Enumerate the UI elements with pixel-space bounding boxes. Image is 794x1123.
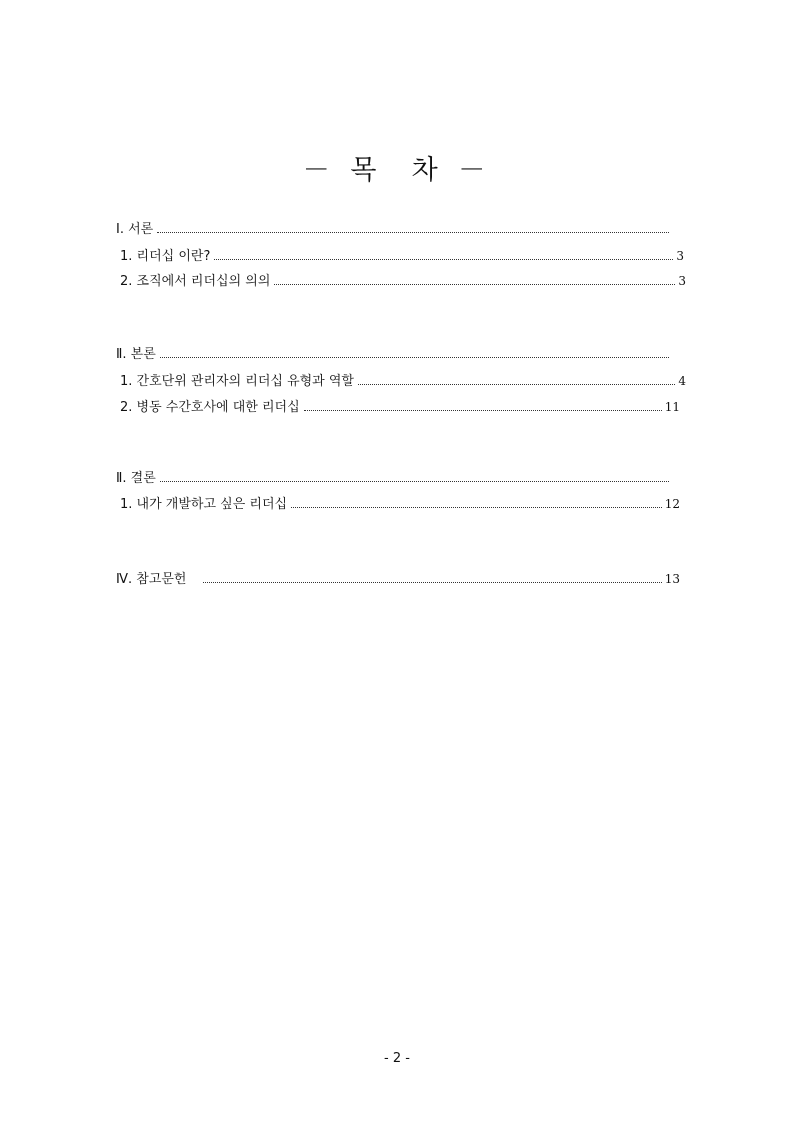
dot-leader	[358, 383, 675, 385]
toc-entry-label: 1. 리더십 이란?	[120, 249, 211, 264]
toc-entry-references[interactable]	[116, 570, 680, 588]
dot-leader	[160, 480, 669, 482]
dot-leader	[291, 506, 662, 508]
toc-entry-conclusion[interactable]	[116, 470, 680, 488]
toc-entry-page: 3	[678, 274, 686, 288]
toc-entry-page: 3	[676, 249, 684, 263]
toc-entry-what-is-leadership[interactable]	[120, 247, 684, 265]
toc-entry-label: 1. 간호단위 관리자의 리더십 유형과 역할	[120, 374, 354, 389]
toc-entry-page: 4	[678, 374, 686, 388]
toc-entry-label: Ⅱ. 본론	[116, 347, 156, 362]
toc-entry-introduction[interactable]	[116, 221, 680, 239]
toc-entry-nurse-manager-leadership[interactable]	[120, 372, 686, 390]
page-number: - 2 -	[384, 1051, 410, 1066]
toc-entry-label: 2. 조직에서 리더십의 의의	[120, 274, 271, 289]
toc-entry-label: Ⅳ. 참고문헌	[116, 572, 187, 587]
toc-entry-label: Ⅰ. 서론	[116, 222, 154, 237]
dot-leader	[157, 231, 669, 233]
toc-entry-head-nurse-leadership[interactable]	[120, 398, 680, 416]
dot-leader	[203, 581, 662, 583]
toc-entry-main-body[interactable]	[116, 346, 680, 364]
dot-leader	[214, 258, 673, 260]
page-title: － 목 차 －	[302, 155, 492, 186]
toc-entry-leadership-meaning[interactable]	[120, 272, 686, 290]
dot-leader	[304, 409, 662, 411]
dot-leader	[160, 356, 669, 358]
toc-entry-label: 2. 병동 수간호사에 대한 리더십	[120, 400, 300, 415]
toc-entry-page: 13	[664, 572, 680, 586]
toc-entry-label: Ⅱ. 결론	[116, 471, 156, 486]
toc-entry-page: 12	[664, 497, 680, 511]
toc-entry-desired-leadership[interactable]	[120, 495, 680, 513]
dot-leader	[274, 283, 675, 285]
toc-entry-page: 11	[664, 400, 680, 414]
toc-entry-label: 1. 내가 개발하고 싶은 리더십	[120, 497, 288, 512]
